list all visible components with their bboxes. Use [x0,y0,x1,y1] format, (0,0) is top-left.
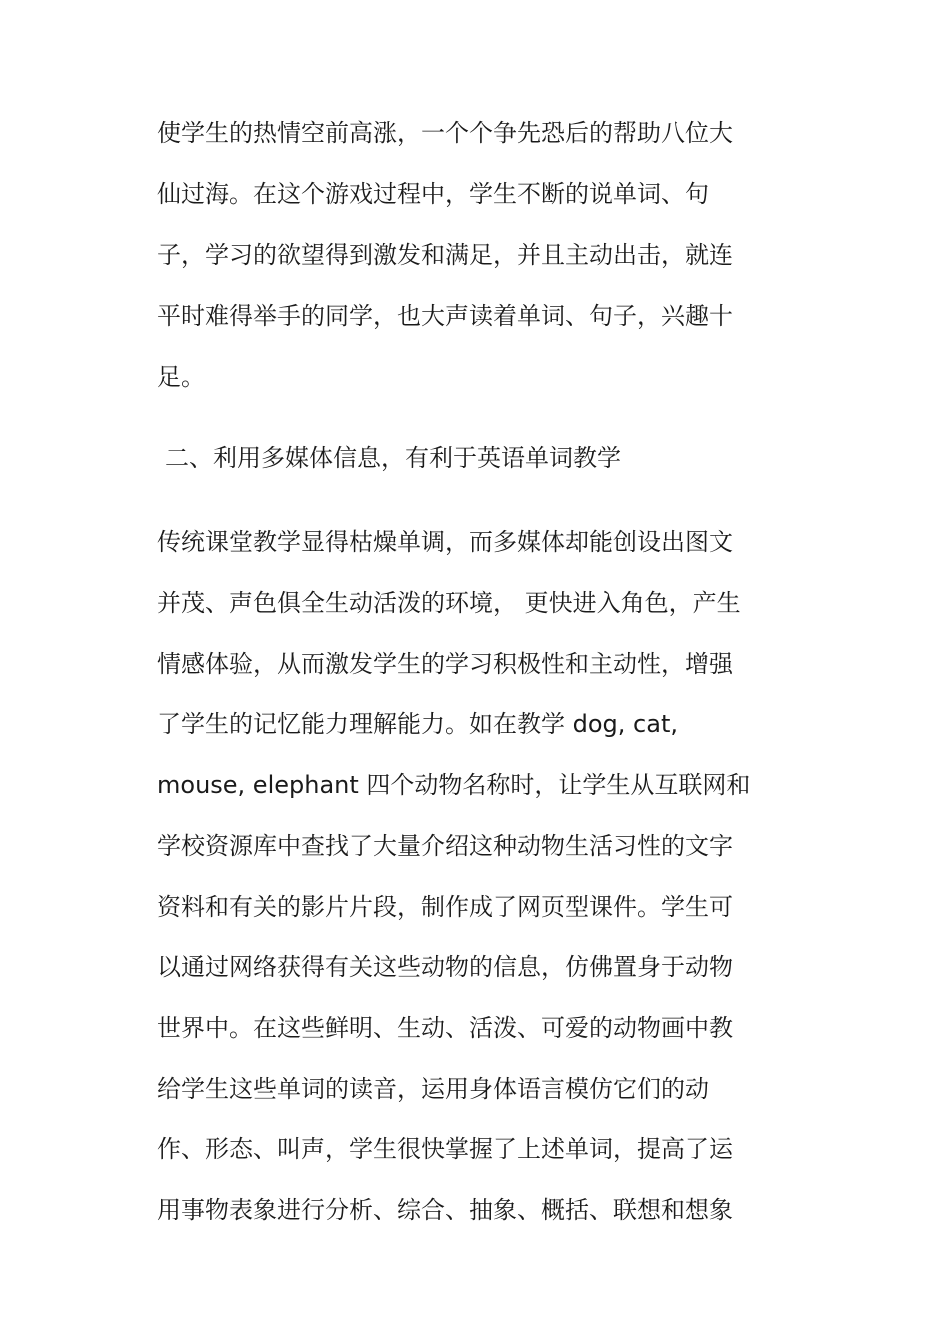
section-heading: 二、利用多媒体信息，有利于英语单词教学 [165,444,621,472]
paragraph-line: 学校资源库中查找了大量介绍这种动物生活习性的文字 [157,832,733,860]
paragraph-line: 情感体验，从而激发学生的学习积极性和主动性，增强 [157,650,733,678]
paragraph-line: 足。 [157,363,205,391]
paragraph-line: 平时难得举手的同学，也大声读着单词、句子，兴趣十 [157,302,733,330]
paragraph-line: 作、形态、叫声，学生很快掌握了上述单词，提高了运 [157,1135,733,1163]
paragraph-line: 传统课堂教学显得枯燥单调，而多媒体却能创设出图文 [157,528,733,556]
paragraph-line: 使学生的热情空前高涨，一个个争先恐后的帮助八位大 [157,119,733,147]
paragraph-line: 并茂、声色俱全生动活泼的环境， 更快进入角色，产生 [157,589,741,617]
paragraph-line: mouse, elephant 四个动物名称时，让学生从互联网和 [157,771,751,799]
paragraph-line: 世界中。在这些鲜明、生动、活泼、可爱的动物画中教 [157,1014,733,1042]
paragraph-line: 资料和有关的影片片段，制作成了网页型课件。学生可 [157,893,733,921]
paragraph-line: 了学生的记忆能力理解能力。如在教学 dog, cat, [157,710,678,738]
paragraph-line: 给学生这些单词的读音，运用身体语言模仿它们的动 [157,1075,709,1103]
paragraph-line: 以通过网络获得有关这些动物的信息，仿佛置身于动物 [157,953,733,981]
paragraph-line: 子，学习的欲望得到激发和满足，并且主动出击，就连 [157,241,733,269]
paragraph-line: 仙过海。在这个游戏过程中，学生不断的说单词、句 [157,180,709,208]
paragraph-line: 用事物表象进行分析、综合、抽象、概括、联想和想象 [157,1196,733,1224]
